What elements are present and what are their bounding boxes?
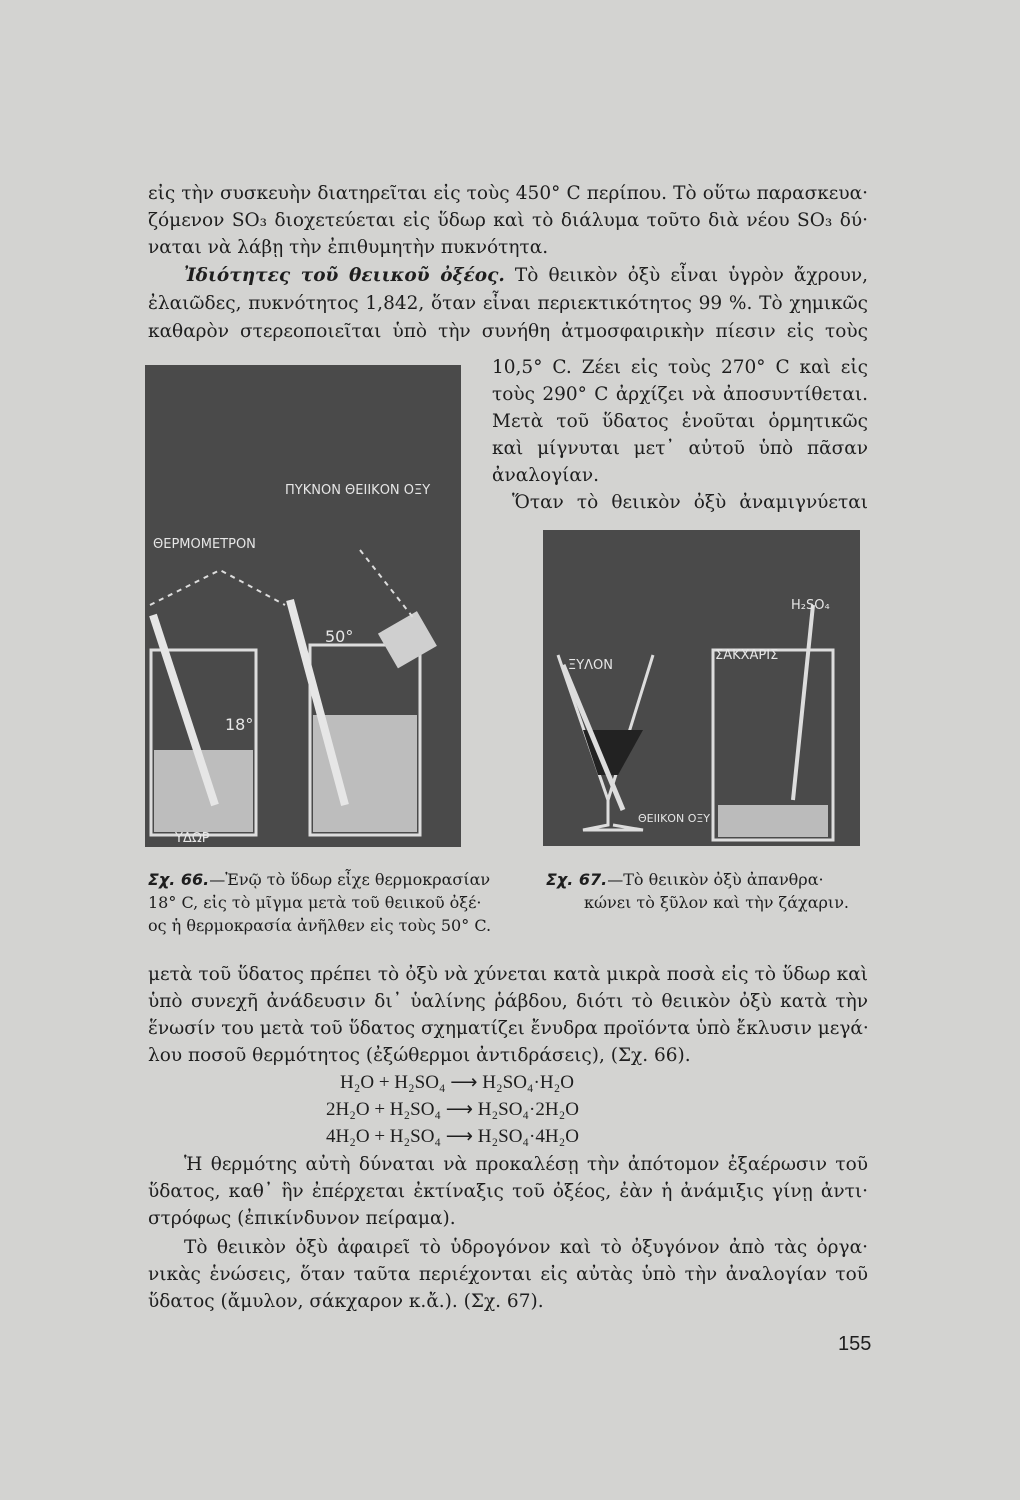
text-line: τοὺς 290° C ἀρχίζει νὰ ἀποσυντίθεται. <box>492 384 868 405</box>
text-line: εἰς τὴν συσκευὴν διατηρεῖται εἰς τοὺς 450° C περίπου. Τὸ οὕτω παρασκευα· <box>148 183 868 204</box>
charring-drawing <box>543 530 860 846</box>
text-line: καθαρὸν στερεοποιεῖται ὑπὸ τὴν συνήθη ἀτμοσφαιρικὴν πίεσιν εἰς τοὺς <box>148 321 868 342</box>
text-line: ὕδατος, καθ᾽ ἣν ἐπέρχεται ἐκτίναξις τοῦ ὀξέος, ἐὰν ἡ ἀνάμιξις γίνῃ ἀντι· <box>148 1181 868 1202</box>
text-line: ζόμενον SO₃ διοχετεύεται εἰς ὕδωρ καὶ τὸ διάλυμα τοῦτο διὰ νέου SO₃ δύ· <box>148 210 868 231</box>
section-heading: Ἰδιότητες τοῦ θειικοῦ ὀξέος. <box>184 265 505 286</box>
sugar-label: ΣΑΚΧΑΡΙΣ <box>715 648 779 663</box>
text-line: λου ποσοῦ θερμότητος (ἐξώθερμοι ἀντιδράσεις), (Σχ. 66). <box>148 1045 691 1066</box>
text-line: Μετὰ τοῦ ὕδατος ἑνοῦται ὁρμητικῶς <box>492 411 868 432</box>
wood-label: ΞΥΛΟΝ <box>568 658 614 673</box>
text-line: στρόφως (ἐπικίνδυνον πείραμα). <box>148 1208 456 1229</box>
caption-line: —Ἐνῷ τὸ ὕδωρ εἶχε θερμοκρασίαν <box>209 870 491 889</box>
equation: H₂O + H₂SO₄ ⟶ H₂SO₄·H₂O <box>340 1072 574 1093</box>
caption-line: 18° C, εἰς τὸ μῖγμα μετὰ τοῦ θειικοῦ ὀξέ· <box>148 893 482 912</box>
text-line: Τὸ θειικὸν ὀξὺ ἀφαιρεῖ τὸ ὑδρογόνον καὶ τὸ ὀξυγόνον ἀπὸ τὰς ὀργα· <box>184 1237 868 1258</box>
temp-low-label: 18° <box>225 715 254 734</box>
text-line: Ὅταν τὸ θειικὸν ὀξὺ ἀναμιγνύεται <box>512 492 868 513</box>
text-line: νικὰς ἑνώσεις, ὅταν ταῦτα περιέχονται εἰς αὐτὰς ὑπὸ τὴν ἀναλογίαν τοῦ <box>148 1264 868 1285</box>
temp-high-label: 50° <box>325 627 354 646</box>
page-number: 155 <box>838 1333 872 1355</box>
text: Τὸ θειικὸν ὀξὺ εἶναι ὑγρὸν ἄχρουν, <box>514 265 869 286</box>
acid-label: ΘΕΙΙΚΟΝ ΟΞΥ <box>638 812 711 825</box>
text-line: ὕδατος (ἄμυλον, σάκχαρον κ.ἄ.). (Σχ. 67). <box>148 1291 544 1312</box>
h2so4-label: H₂SO₄ <box>791 598 830 613</box>
section-first-line <box>184 265 868 287</box>
text-line: 10,5° C. Ζέει εἰς τοὺς 270° C καὶ εἰς <box>492 357 868 378</box>
caption-number: Σχ. 67. <box>546 870 608 889</box>
figure-67-illustration <box>543 530 860 846</box>
caption-line: ος ἡ θερμοκρασία ἀνῆλθεν εἰς τοὺς 50° C. <box>148 916 492 935</box>
acid-label: ΠΥΚΝΟΝ ΘΕΙΙΚΟΝ ΟΞΥ <box>285 483 431 498</box>
caption-line: κώνει τὸ ξῦλον καὶ τὴν ζάχαριν. <box>584 893 849 912</box>
text-line: καὶ μίγνυται μετ᾽ αὐτοῦ ὑπὸ πᾶσαν <box>492 438 868 459</box>
thermometer-label: ΘΕΡΜΟΜΕΤΡΟΝ <box>153 537 256 552</box>
water-label: ΥΔΩΡ <box>175 831 210 846</box>
equation: 4H₂O + H₂SO₄ ⟶ H₂SO₄·4H₂O <box>326 1126 579 1147</box>
text-line: ὑπὸ συνεχῆ ἀνάδευσιν δι᾽ ὑαλίνης ῥάβδου, διότι τὸ θειικὸν ὀξὺ κατὰ τὴν <box>148 991 868 1012</box>
figure-66-illustration <box>145 365 461 847</box>
text-line: Ἡ θερμότης αὐτὴ δύναται νὰ προκαλέσῃ τὴν ἀπότομον ἐξαέρωσιν τοῦ <box>184 1154 868 1175</box>
text-line: ἐλαιῶδες, πυκνότητος 1,842, ὅταν εἶναι περιεκτικότητος 99 %. Τὸ χημικῶς <box>148 293 868 314</box>
beakers-thermometer-drawing <box>145 365 461 847</box>
equation: 2H₂O + H₂SO₄ ⟶ H₂SO₄·2H₂O <box>326 1099 579 1120</box>
caption-line: —Τὸ θειικὸν ὀξὺ ἀπανθρα· <box>607 870 824 889</box>
figure-66-caption <box>148 868 491 937</box>
text-line: ἀναλογίαν. <box>492 465 600 486</box>
text-line: ναται νὰ λάβῃ τὴν ἐπιθυμητὴν πυκνότητα. <box>148 237 549 258</box>
text-line: μετὰ τοῦ ὕδατος πρέπει τὸ ὀξὺ νὰ χύνεται κατὰ μικρὰ ποσὰ εἰς τὸ ὕδωρ καὶ <box>148 964 868 985</box>
caption-number: Σχ. 66. <box>148 870 210 889</box>
figure-67-caption <box>546 868 849 914</box>
text-line: ἕνωσίν του μετὰ τοῦ ὕδατος σχηματίζει ἔνυδρα προϊόντα ὑπὸ ἔκλυσιν μεγά· <box>148 1018 869 1039</box>
